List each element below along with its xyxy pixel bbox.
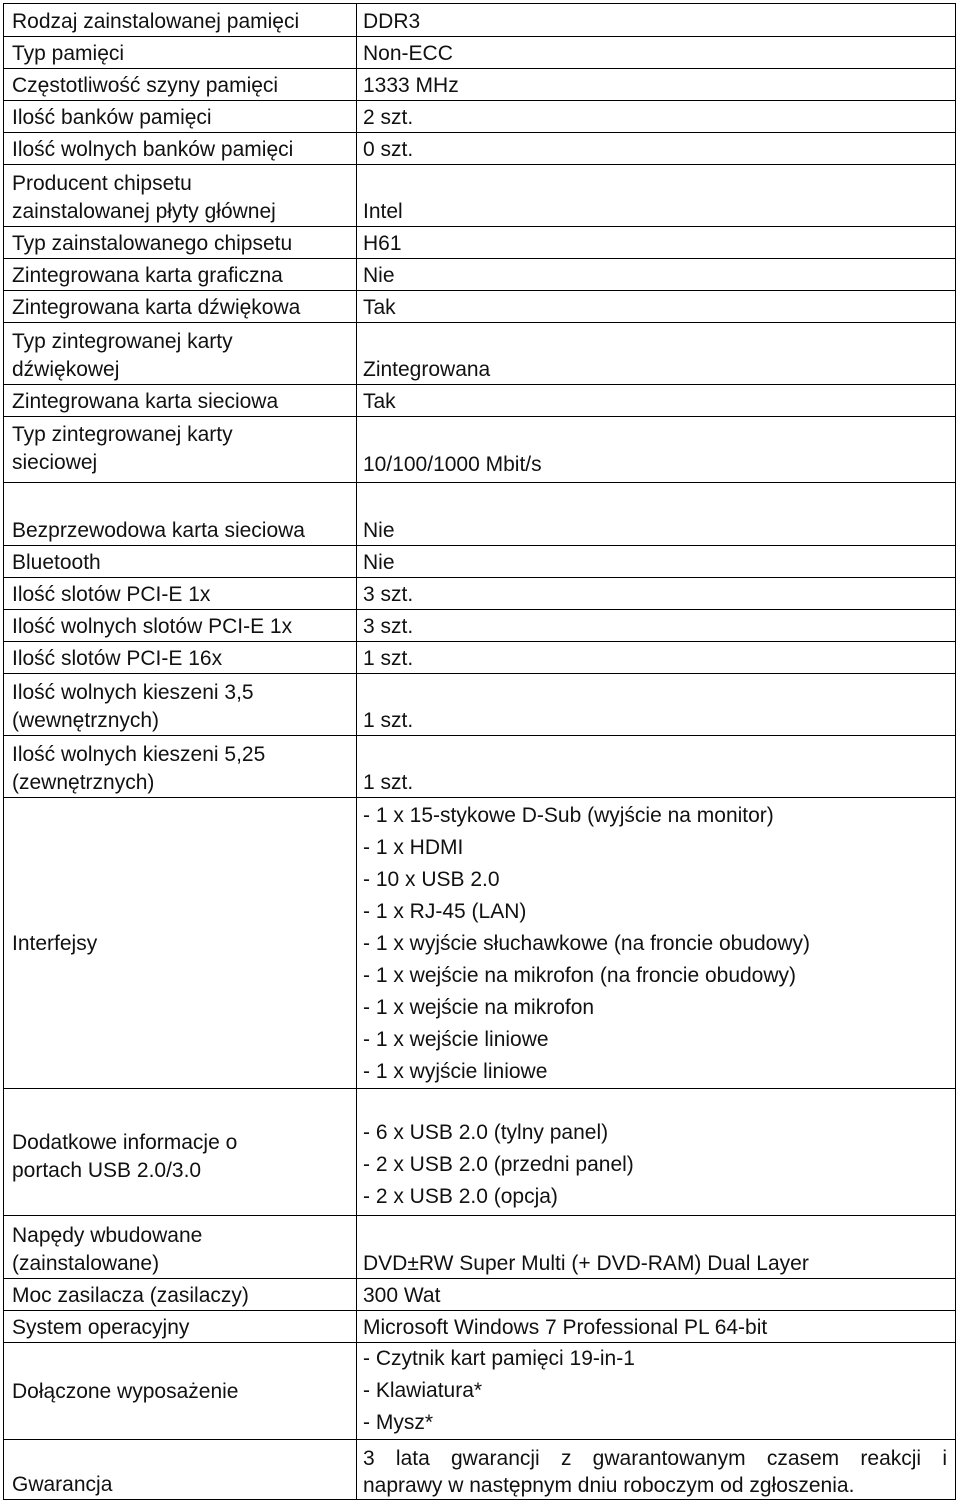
label-line: sieciowej — [12, 451, 98, 474]
table-row — [4, 736, 956, 798]
value-line: naprawy w następnym dniu roboczym od zgłoszenia. — [363, 1474, 855, 1497]
spec-value: 1333 MHz — [357, 69, 956, 101]
table-row — [4, 1279, 956, 1311]
spec-value: Nie — [357, 259, 956, 291]
spec-label: Bezprzewodowa karta sieciowa — [4, 483, 357, 546]
spec-value: 3 szt. — [357, 610, 956, 642]
label-line: Producent chipsetu — [12, 172, 192, 195]
spec-value: 300 Wat — [357, 1279, 956, 1311]
label-line: (zewnętrznych) — [12, 771, 155, 794]
value-line: - 1 x HDMI — [363, 836, 464, 859]
spec-label: Ilość slotów PCI-E 1x — [4, 578, 357, 610]
spec-label: Ilość banków pamięci — [4, 101, 357, 133]
spec-value — [357, 1440, 956, 1500]
spec-label: Typ zainstalowanego chipsetu — [4, 227, 357, 259]
spec-value — [357, 1089, 956, 1216]
spec-label: Częstotliwość szyny pamięci — [4, 69, 357, 101]
value-line: - Klawiatura* — [363, 1379, 483, 1402]
spec-value: Tak — [357, 291, 956, 323]
label-line: Typ zintegrowanej karty — [12, 330, 233, 353]
table-row — [4, 1343, 956, 1440]
spec-value: 1 szt. — [357, 674, 956, 736]
label-line: Typ zintegrowanej karty — [12, 423, 233, 446]
table-row — [4, 133, 956, 165]
spec-value: 2 szt. — [357, 101, 956, 133]
spec-label: Zintegrowana karta dźwiękowa — [4, 291, 357, 323]
value-line: - 1 x wyjście słuchawkowe (na froncie obudowy) — [363, 932, 811, 955]
spec-label: Ilość wolnych slotów PCI-E 1x — [4, 610, 357, 642]
table-row — [4, 674, 956, 736]
value-line: - 10 x USB 2.0 — [363, 868, 500, 891]
spec-label: Gwarancja — [4, 1440, 357, 1500]
table-row — [4, 4, 956, 37]
spec-value — [357, 1343, 956, 1440]
spec-label — [4, 674, 357, 736]
value-line: - 1 x wyjście liniowe — [363, 1060, 548, 1083]
label-line: (wewnętrznych) — [12, 709, 160, 732]
spec-value: 0 szt. — [357, 133, 956, 165]
table-row — [4, 546, 956, 578]
spec-label: Bluetooth — [4, 546, 357, 578]
table-row — [4, 578, 956, 610]
value-line: - Czytnik kart pamięci 19-in-1 — [363, 1347, 635, 1370]
label-line: Dodatkowe informacje o — [12, 1131, 238, 1154]
spec-label: Dołączone wyposażenie — [4, 1343, 357, 1440]
spec-value: 1 szt. — [357, 736, 956, 798]
label-line: zainstalowanej płyty głównej — [12, 200, 276, 223]
spec-label: Ilość wolnych banków pamięci — [4, 133, 357, 165]
spec-value: Nie — [357, 546, 956, 578]
label-line: dźwiękowej — [12, 358, 120, 381]
spec-value: 3 szt. — [357, 578, 956, 610]
spec-value: 1 szt. — [357, 642, 956, 674]
value-line: - 1 x wejście na mikrofon — [363, 996, 595, 1019]
spec-value: Zintegrowana — [357, 323, 956, 385]
table-row — [4, 291, 956, 323]
specification-table — [3, 3, 956, 1500]
table-row — [4, 37, 956, 69]
value-line: - 1 x 15-stykowe D-Sub (wyjście na monitor) — [363, 804, 774, 827]
table-row — [4, 323, 956, 385]
table-row — [4, 1216, 956, 1279]
spec-label: Interfejsy — [4, 798, 357, 1089]
table-row — [4, 165, 956, 227]
value-line: - 1 x RJ-45 (LAN) — [363, 900, 527, 923]
spec-label — [4, 417, 357, 483]
spec-label: Rodzaj zainstalowanej pamięci — [4, 4, 357, 37]
table-row — [4, 610, 956, 642]
table-row — [4, 1311, 956, 1343]
spec-label: Moc zasilacza (zasilaczy) — [4, 1279, 357, 1311]
spec-label — [4, 1089, 357, 1216]
spec-value: Non-ECC — [357, 37, 956, 69]
table-row — [4, 69, 956, 101]
value-line: - 6 x USB 2.0 (tylny panel) — [363, 1121, 609, 1144]
spec-label — [4, 323, 357, 385]
label-line: Napędy wbudowane — [12, 1224, 203, 1247]
spec-value: Microsoft Windows 7 Professional PL 64-bit — [357, 1311, 956, 1343]
value-line: - 2 x USB 2.0 (przedni panel) — [363, 1153, 634, 1176]
spec-value — [357, 798, 956, 1089]
table-row — [4, 798, 956, 1089]
table-row — [4, 227, 956, 259]
spec-value: 10/100/1000 Mbit/s — [357, 417, 956, 483]
spec-label — [4, 1216, 357, 1279]
spec-value: DVD±RW Super Multi (+ DVD-RAM) Dual Layer — [357, 1216, 956, 1279]
spec-label: System operacyjny — [4, 1311, 357, 1343]
label-line: Ilość wolnych kieszeni 5,25 — [12, 743, 266, 766]
spec-label — [4, 736, 357, 798]
spec-label: Zintegrowana karta graficzna — [4, 259, 357, 291]
spec-label — [4, 165, 357, 227]
spec-value: DDR3 — [357, 4, 956, 37]
table-row — [4, 1440, 956, 1500]
label-line: portach USB 2.0/3.0 — [12, 1159, 202, 1182]
value-line: - Mysz* — [363, 1411, 433, 1434]
label-line: (zainstalowane) — [12, 1252, 160, 1275]
spec-value: H61 — [357, 227, 956, 259]
table-row — [4, 259, 956, 291]
value-line: 3 lata gwarancji z gwarantowanym czasem reakcji i — [363, 1447, 947, 1470]
spec-value: Intel — [357, 165, 956, 227]
value-line: - 2 x USB 2.0 (opcja) — [363, 1185, 558, 1208]
table-row — [4, 101, 956, 133]
spec-label: Zintegrowana karta sieciowa — [4, 385, 357, 417]
spec-value: Tak — [357, 385, 956, 417]
label-line: Ilość wolnych kieszeni 3,5 — [12, 681, 254, 704]
value-line: - 1 x wejście liniowe — [363, 1028, 549, 1051]
table-row — [4, 417, 956, 483]
spec-label: Typ pamięci — [4, 37, 357, 69]
table-row — [4, 483, 956, 546]
spec-value: Nie — [357, 483, 956, 546]
value-line: - 1 x wejście na mikrofon (na froncie obudowy) — [363, 964, 797, 987]
table-row — [4, 1089, 956, 1216]
table-row — [4, 385, 956, 417]
spec-label: Ilość slotów PCI-E 16x — [4, 642, 357, 674]
table-row — [4, 642, 956, 674]
